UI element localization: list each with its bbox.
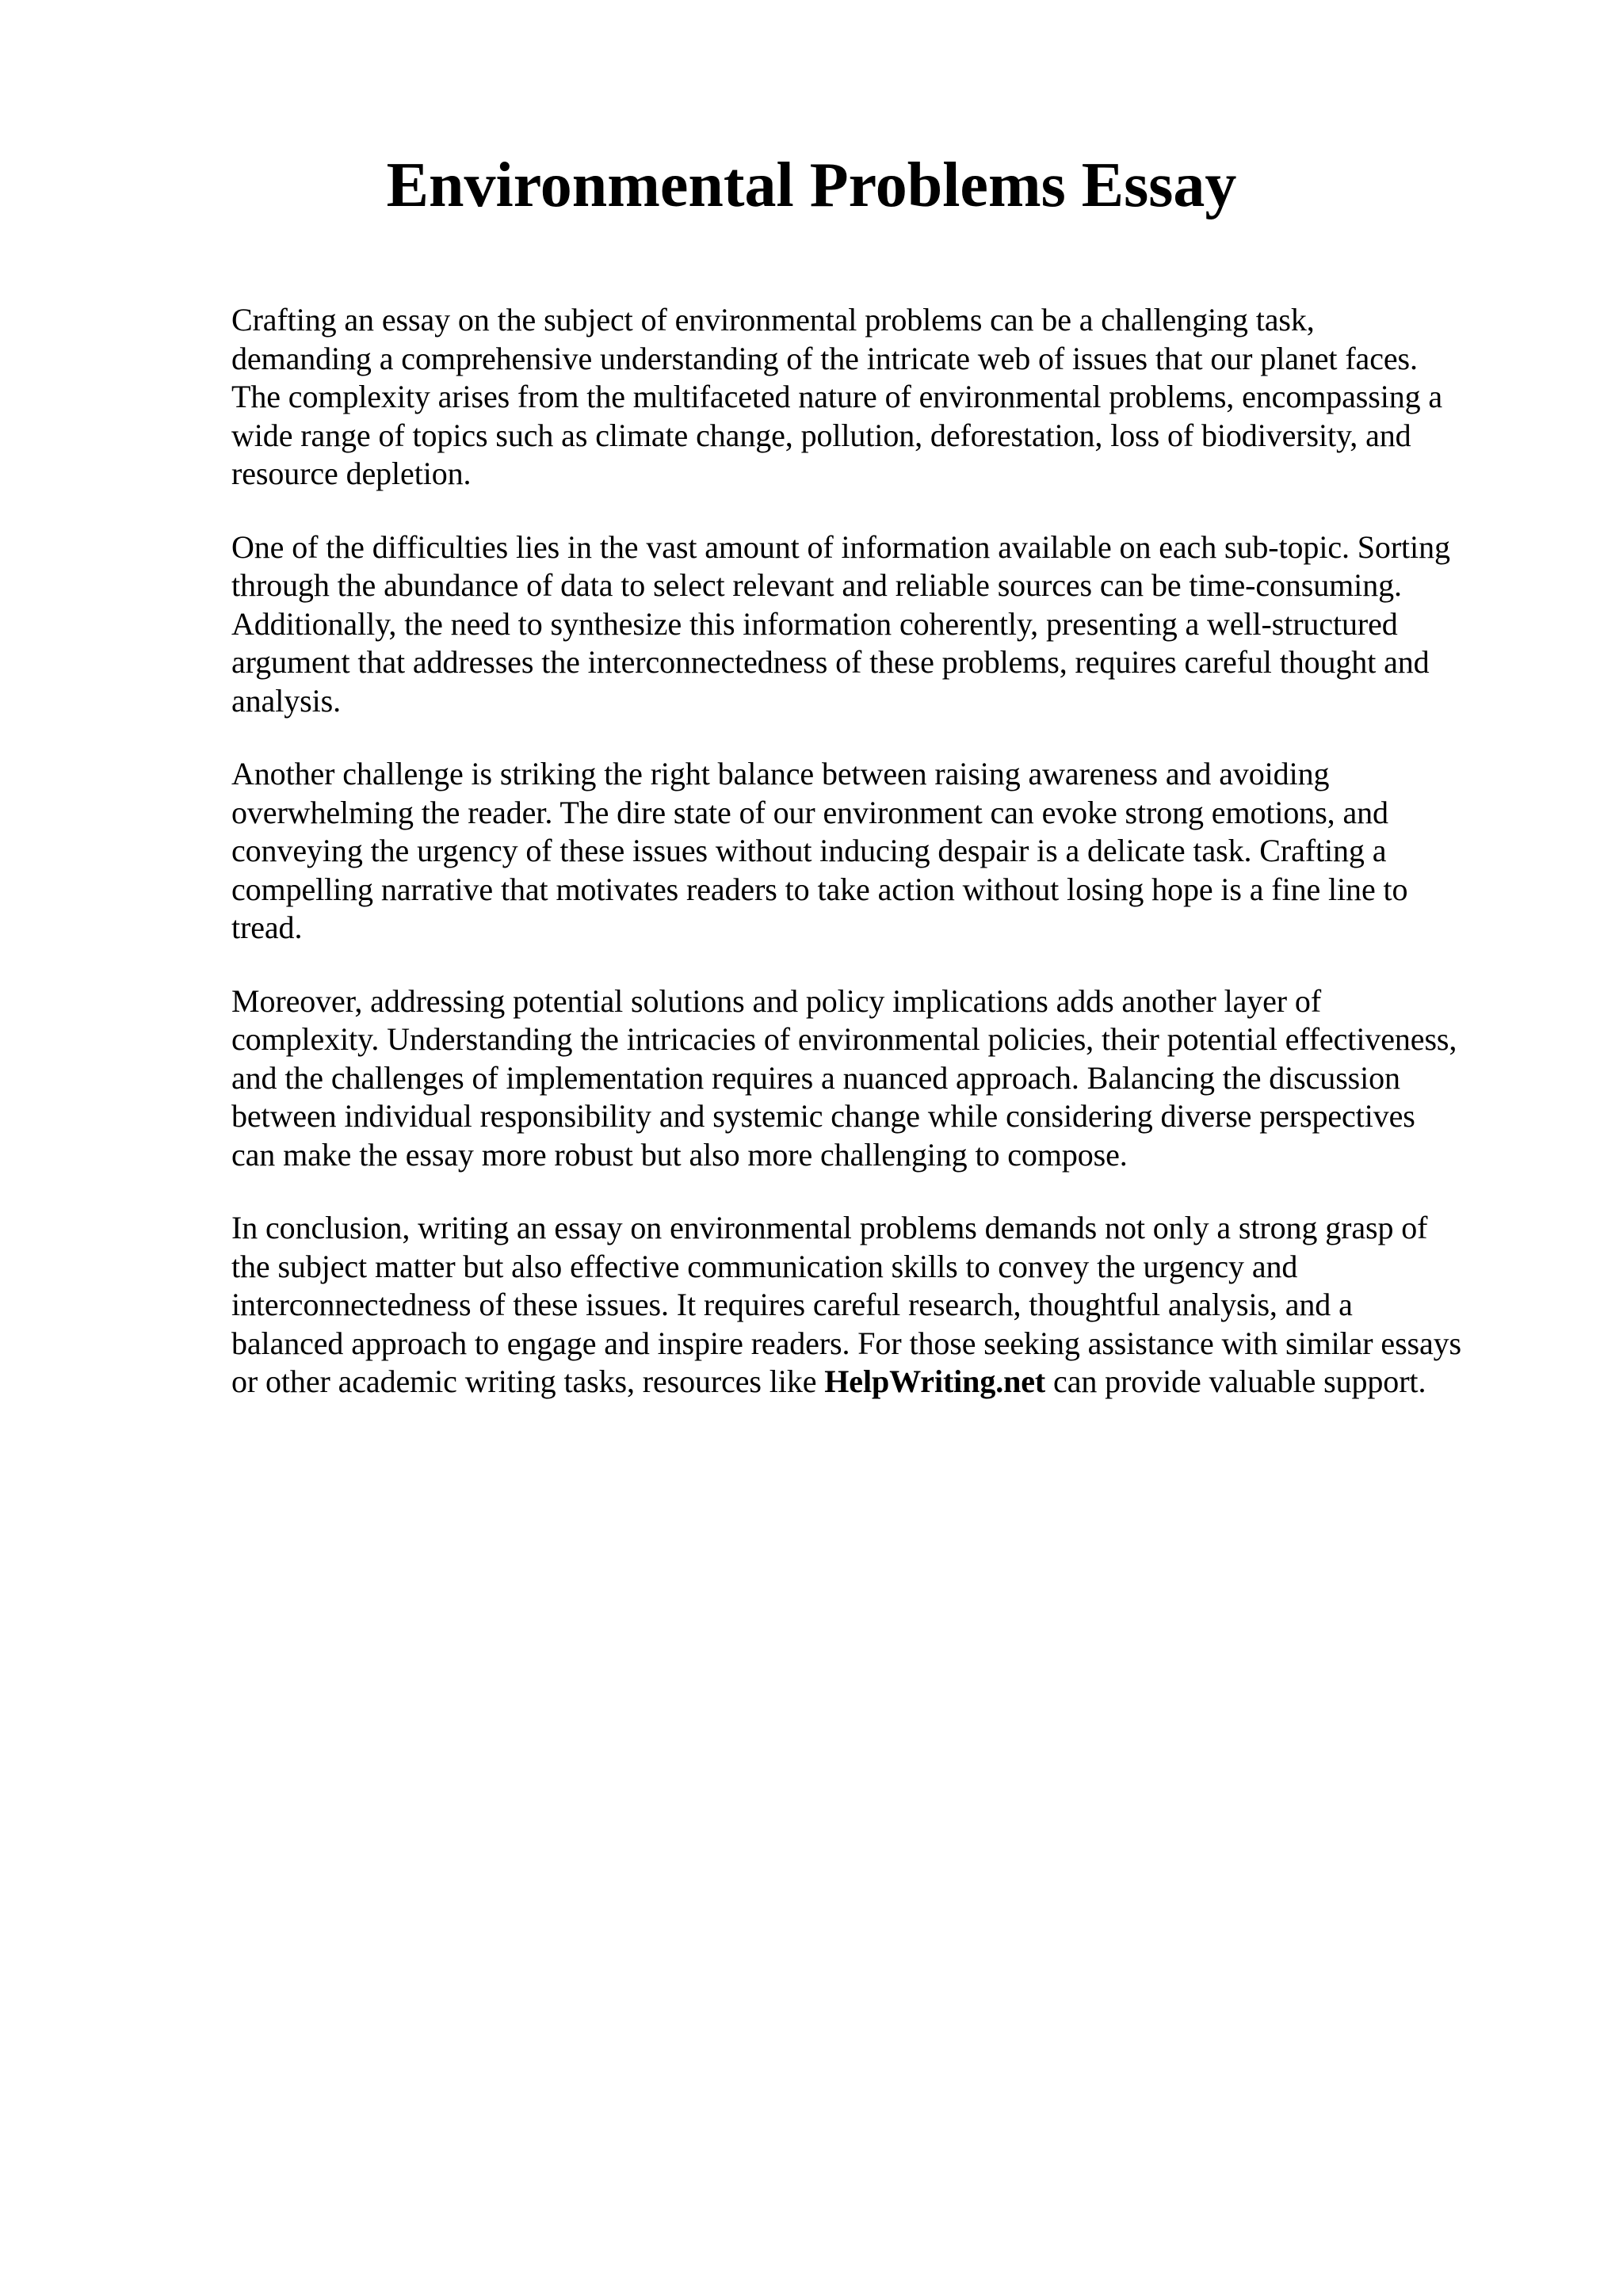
paragraph-line: compelling narrative that motivates readers to take action without losing hope is a fine line to bbox=[231, 871, 1408, 907]
paragraph-line: wide range of topics such as climate change, pollution, deforestation, loss of biodiversity, and bbox=[231, 417, 1411, 453]
paragraph-line-last bbox=[231, 1363, 1531, 1402]
document-body bbox=[231, 301, 1531, 1436]
paragraph-line: can make the essay more robust but also more challenging to compose. bbox=[231, 1136, 1128, 1173]
line-text: can provide valuable support. bbox=[1045, 1363, 1426, 1399]
paragraph-line: Crafting an essay on the subject of environmental problems can be a challenging task, bbox=[231, 302, 1315, 338]
paragraph-line: In conclusion, writing an essay on environmental problems demands not only a strong grasp of bbox=[231, 1210, 1428, 1245]
paragraph-line: and the challenges of implementation requires a nuanced approach. Balancing the discussion bbox=[231, 1059, 1400, 1096]
paragraph-4 bbox=[231, 982, 1531, 1175]
paragraph-3 bbox=[231, 755, 1531, 948]
paragraph-line: Additionally, the need to synthesize this information coherently, presenting a well-structured bbox=[231, 605, 1398, 642]
document-title: Environmental Problems Essay bbox=[386, 151, 1237, 220]
paragraph-line: argument that addresses the interconnectedness of these problems, requires careful thought and bbox=[231, 644, 1430, 680]
paragraph-line: demanding a comprehensive understanding of the intricate web of issues that our planet faces. bbox=[231, 340, 1418, 376]
paragraph-line: overwhelming the reader. The dire state of our environment can evoke strong emotions, and bbox=[231, 794, 1388, 830]
paragraph-line: One of the difficulties lies in the vast amount of information available on each sub-topic. Sorting bbox=[231, 528, 1450, 565]
paragraph-line: conveying the urgency of these issues without inducing despair is a delicate task. Crafting a bbox=[231, 833, 1387, 868]
paragraph-line: resource depletion. bbox=[231, 456, 472, 491]
paragraph-line: interconnectedness of these issues. It requires careful research, thoughtful analysis, and a bbox=[231, 1287, 1353, 1322]
paragraph-line: analysis. bbox=[231, 682, 341, 719]
paragraph-5 bbox=[231, 1209, 1531, 1402]
brand-name: HelpWriting.net bbox=[824, 1363, 1046, 1399]
paragraph-line: The complexity arises from the multifaceted nature of environmental problems, encompassing a bbox=[231, 379, 1443, 414]
paragraph-2 bbox=[231, 528, 1531, 721]
paragraph-line: tread. bbox=[231, 910, 303, 945]
paragraph-line: complexity. Understanding the intricacies of environmental policies, their potential effectiveness, bbox=[231, 1021, 1457, 1057]
paragraph-line: Another challenge is striking the right balance between raising awareness and avoiding bbox=[231, 756, 1330, 791]
paragraph-line: Moreover, addressing potential solutions and policy implications adds another layer of bbox=[231, 982, 1322, 1019]
paragraph-line: through the abundance of data to select relevant and reliable sources can be time-consuming. bbox=[231, 567, 1402, 603]
line-text: or other academic writing tasks, resources like bbox=[231, 1363, 825, 1399]
paragraph-line: the subject matter but also effective communication skills to convey the urgency and bbox=[231, 1248, 1298, 1284]
paragraph-1 bbox=[231, 301, 1531, 494]
paragraph-line: balanced approach to engage and inspire readers. For those seeking assistance with similar essays bbox=[231, 1325, 1462, 1361]
paragraph-line: between individual responsibility and systemic change while considering diverse perspectives bbox=[231, 1098, 1415, 1134]
